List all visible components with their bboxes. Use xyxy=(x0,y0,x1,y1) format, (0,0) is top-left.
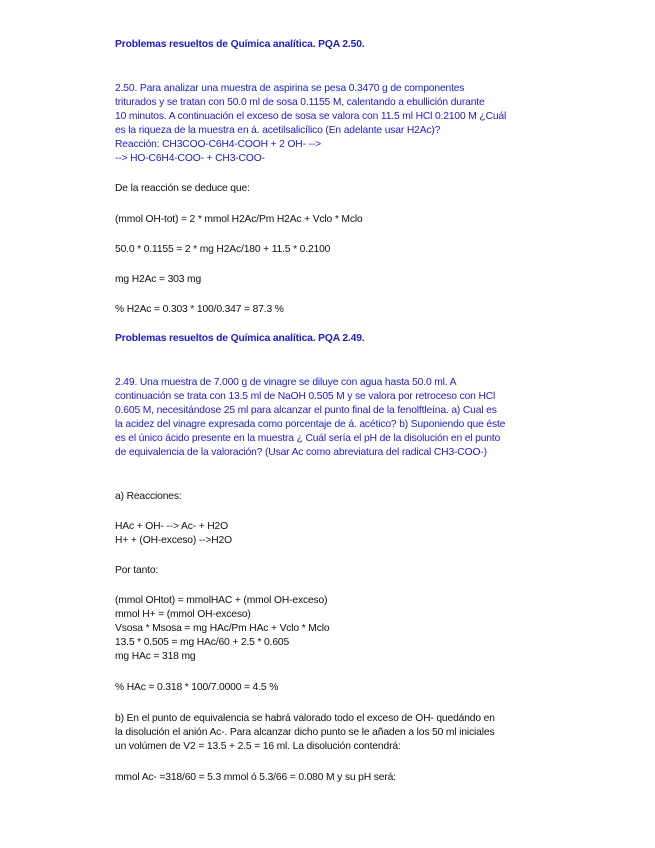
part-b-line: un volúmen de V2 = 13.5 + 2.5 = 16 ml. La disolución contendrá: xyxy=(115,741,401,752)
problem-2-49-line: 0.605 M, necesitándose 25 ml para alcanzar el punto final de la fenolftleína. a) Cual es xyxy=(115,405,497,416)
problem-2-49-line: la acidez del vinagre expresada como porcentaje de á. acético? b) Suponiendo que éste xyxy=(115,419,506,430)
reactions-label: a) Reacciones: xyxy=(115,491,182,502)
reaction-2: H+ + (OH-exceso) -->H2O xyxy=(115,535,232,546)
problem-2-49-line: continuación se trata con 13.5 ml de NaOH 0.505 M y se valora por retroceso con HCl xyxy=(115,391,496,402)
problem-2-49-line: 2.49. Una muestra de 7.000 g de vinagre se diluye con agua hasta 50.0 ml. A xyxy=(115,377,457,388)
reaction-1: HAc + OH- --> Ac- + H2O xyxy=(115,521,228,532)
final-line: mmol Ac- =318/60 = 5.3 mmol ó 5.3/66 = 0.080 M y su pH será: xyxy=(115,772,396,783)
percent-result: % HAc = 0.318 * 100/7.0000 = 4.5 % xyxy=(115,682,279,693)
problem-2-50-line: --> HO-C6H4-COO- + CH3-COO- xyxy=(115,153,265,164)
problem-2-50-line: Reacción: CH3COO-C6H4-COOH + 2 OH- --> xyxy=(115,139,322,150)
calc-line: (mmol OHtot) = mmolHAC + (mmol OH-exceso) xyxy=(115,595,328,606)
equation-4: % H2Ac = 0.303 * 100/0.347 = 87.3 % xyxy=(115,304,284,315)
section-heading-2-50: Problemas resueltos de Química analítica. PQA 2.50. xyxy=(115,39,365,50)
problem-2-50-line: triturados y se tratan con 50.0 ml de sosa 0.1155 M, calentando a ebullición durante xyxy=(115,97,485,108)
part-b-line: la disolución el anión Ac-. Para alcanzar dicho punto se le añaden a los 50 ml iniciales xyxy=(115,727,495,738)
calc-line: Vsosa * Msosa = mg HAc/Pm HAc + Vclo * Mclo xyxy=(115,623,330,634)
problem-2-50-line: 10 minutos. A continuación el exceso de sosa se valora con 11.5 ml HCl 0.2100 M ¿Cuál xyxy=(115,111,507,122)
calc-line: mg HAc = 318 mg xyxy=(115,651,196,662)
por-tanto-text: Por tanto: xyxy=(115,565,159,576)
problem-2-49-line: es el único ácido presente en la muestra ¿ Cuál sería el pH de la disolución en el punto xyxy=(115,433,501,444)
part-b-line: b) En el punto de equivalencia se habrá valorado todo el exceso de OH- quedándo en xyxy=(115,713,495,724)
calc-line: 13.5 * 0.505 = mg HAc/60 + 2.5 * 0.605 xyxy=(115,637,290,648)
calc-line: mmol H+ = (mmol OH-exceso) xyxy=(115,609,251,620)
deduce-text: De la reacción se deduce que: xyxy=(115,183,250,194)
section-heading-2-49: Problemas resueltos de Química analítica. PQA 2.49. xyxy=(115,333,365,344)
problem-2-50-line: es la riqueza de la muestra en á. acetilsalicílico (En adelante usar H2Ac)? xyxy=(115,125,441,136)
equation-1: (mmol OH-tot) = 2 * mmol H2Ac/Pm H2Ac + Vclo * Mclo xyxy=(115,214,363,225)
equation-2: 50.0 * 0.1155 = 2 * mg H2Ac/180 + 11.5 * 0.2100 xyxy=(115,244,331,255)
problem-2-49-line: de equivalencia de la valoración? (Usar Ac como abreviatura del radical CH3-COO-) xyxy=(115,447,487,458)
equation-3: mg H2Ac = 303 mg xyxy=(115,274,202,285)
problem-2-50-line: 2.50. Para analizar una muestra de aspirina se pesa 0.3470 g de componentes xyxy=(115,83,465,94)
